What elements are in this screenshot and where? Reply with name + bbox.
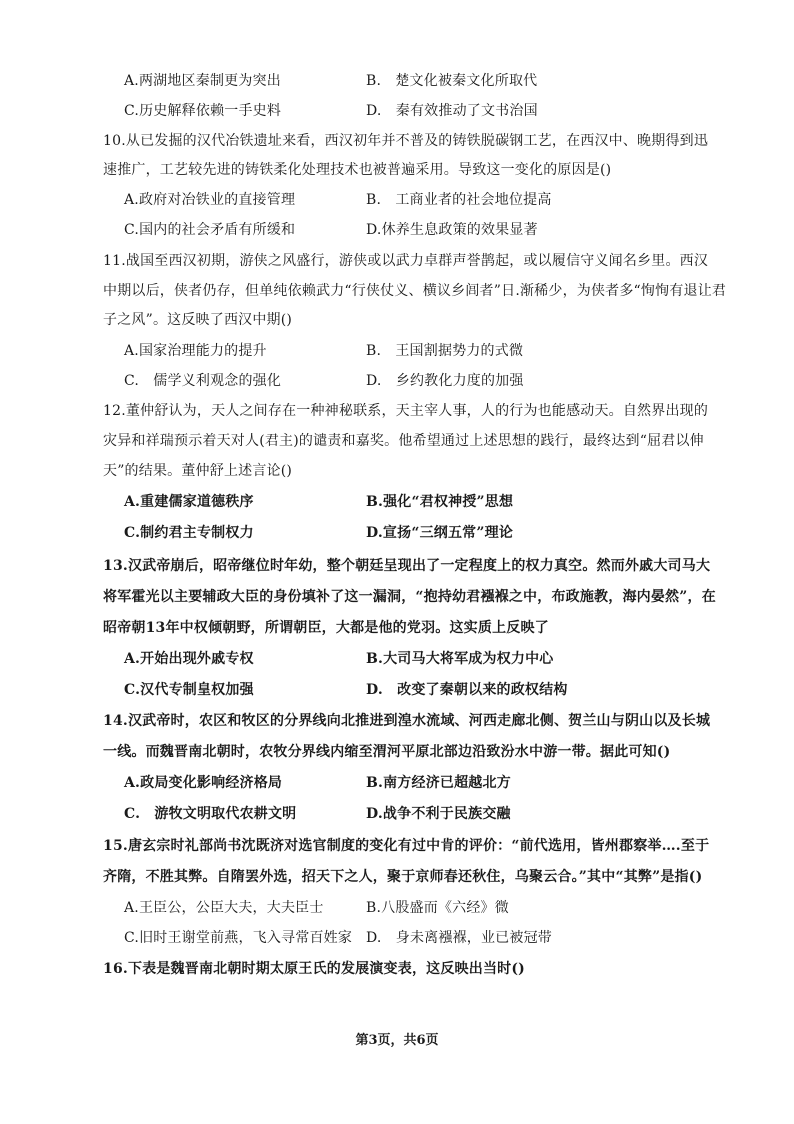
q14-option-b: B.南方经济已超越北方 xyxy=(366,775,511,791)
q15-option-c: C.旧时王谢堂前燕，飞入寻常百姓家 xyxy=(124,930,353,946)
q14-option-c: C. 游牧文明取代农耕文明 xyxy=(124,806,297,822)
q13-stem-line-3: 昭帝朝13年中权倾朝野，所谓朝臣，大都是他的党羽。这实质上反映了 xyxy=(103,620,549,636)
q14-stem-line-2: 一线。而魏晋南北朝时，农牧分界线内缩至渭河平原北部边沿致汾水中游一带。据此可知() xyxy=(103,744,671,760)
q12-stem-line-2: 灾异和祥瑞预示着天对人(君主)的谴责和嘉奖。他希望通过上述思想的践行，最终达到“屈君以伸 xyxy=(103,433,704,449)
q11-stem-line-3: 子之风”。这反映了西汉中期() xyxy=(103,312,293,328)
q13-stem-line-2: 将军霍光以主要辅政大臣的身份填补了这一漏洞，“抱持幼君襁褓之中，布政施教，海内晏然”，在 xyxy=(103,589,716,605)
q12-option-b: B.强化“君权神授”思想 xyxy=(366,494,514,510)
q9-option-d: D. 秦有效推动了文书治国 xyxy=(366,103,538,119)
q9-option-a: A.两湖地区秦制更为突出 xyxy=(124,73,281,89)
q11-stem-line-2: 中期以后，侠者仍存，但单纯依赖武力“行侠仗义、横议乡闾者”日.渐稀少，为侠者多“恂恂有退让君 xyxy=(103,283,727,299)
q10-option-d: D.休养生息政策的效果显著 xyxy=(366,222,538,238)
q10-stem-line-2: 速推广，工艺较先进的铸铁柔化处理技术也被普遍采用。导致这一变化的原因是() xyxy=(103,162,612,178)
q9-option-c: C.历史解释依赖一手史料 xyxy=(124,103,282,119)
page-indicator: 第3页，共6页 xyxy=(355,1033,439,1048)
q10-option-b: B. 工商业者的社会地位提高 xyxy=(366,192,552,208)
q12-option-d: D.宣扬“三纲五常”理论 xyxy=(366,525,514,541)
q11-option-a: A.国家治理能力的提升 xyxy=(124,343,267,359)
q13-stem-line-1: 13.汉武帝崩后，昭帝继位时年幼，整个朝廷呈现出了一定程度上的权力真空。然而外戚大司马大 xyxy=(103,558,711,574)
q14-option-a: A.政局变化影响经济格局 xyxy=(124,775,283,791)
q15-option-b: B.八股盛而《六经》微 xyxy=(366,900,509,916)
q11-option-d: D. 乡约教化力度的加强 xyxy=(366,373,524,389)
q12-option-c: C.制约君主专制权力 xyxy=(124,525,254,541)
q14-option-d: D.战争不利于民族交融 xyxy=(366,806,511,822)
q13-option-b: B.大司马大将军成为权力中心 xyxy=(366,651,554,667)
q12-option-a: A.重建儒家道德秩序 xyxy=(124,494,254,510)
q10-option-c: C.国内的社会矛盾有所缓和 xyxy=(124,222,296,238)
q12-stem-line-1: 12.董仲舒认为，天人之间存在一种神秘联系，天主宰人事，人的行为也能感动天。自然界出现的 xyxy=(103,403,709,419)
q13-option-d: D. 改变了秦朝以来的政权结构 xyxy=(366,682,568,698)
q13-option-c: C.汉代专制皇权加强 xyxy=(124,682,254,698)
q15-stem-line-2: 齐隋，不胜其弊。自隋罢外选，招天下之人，聚于京师春还秋住，乌聚云合。”其中“其弊”是指() xyxy=(103,869,703,885)
q11-option-b: B. 王国割据势力的式微 xyxy=(366,343,524,359)
q16-stem-line-1: 16.下表是魏晋南北朝时期太原王氏的发展演变表，这反映出当时() xyxy=(103,961,526,977)
q9-option-b: B. 楚文化被秦文化所取代 xyxy=(366,73,538,89)
q14-stem-line-1: 14.汉武帝时，农区和牧区的分界线向北推进到湟水流域、河西走廊北侧、贺兰山与阴山以及长城 xyxy=(103,713,711,729)
q11-stem-line-1: 11.战国至西汉初期，游侠之风盛行，游侠或以武力卓群声誉鹊起，或以履信守义闻名乡里。西汉 xyxy=(103,253,709,269)
q15-option-a: A.王臣公，公臣大夫，大夫臣士 xyxy=(124,900,324,916)
q10-stem-line-1: 10.从已发掘的汉代冶铁遗址来看，西汉初年并不普及的铸铁脱碳钢工艺，在西汉中、晚期得到迅 xyxy=(103,133,709,149)
q15-stem-line-1: 15.唐玄宗时礼部尚书沈既济对选官制度的变化有过中肯的评价：“前代选用，皆州郡察举….至于 xyxy=(103,838,710,854)
q12-stem-line-3: 天”的结果。董仲舒上述言论() xyxy=(103,463,293,479)
q15-option-d: D. 身未离襁褓，业已被冠带 xyxy=(366,930,552,946)
q13-option-a: A.开始出现外戚专权 xyxy=(124,651,254,667)
q11-option-c: C. 儒学义利观念的强化 xyxy=(124,373,282,389)
q10-option-a: A.政府对冶铁业的直接管理 xyxy=(124,192,296,208)
